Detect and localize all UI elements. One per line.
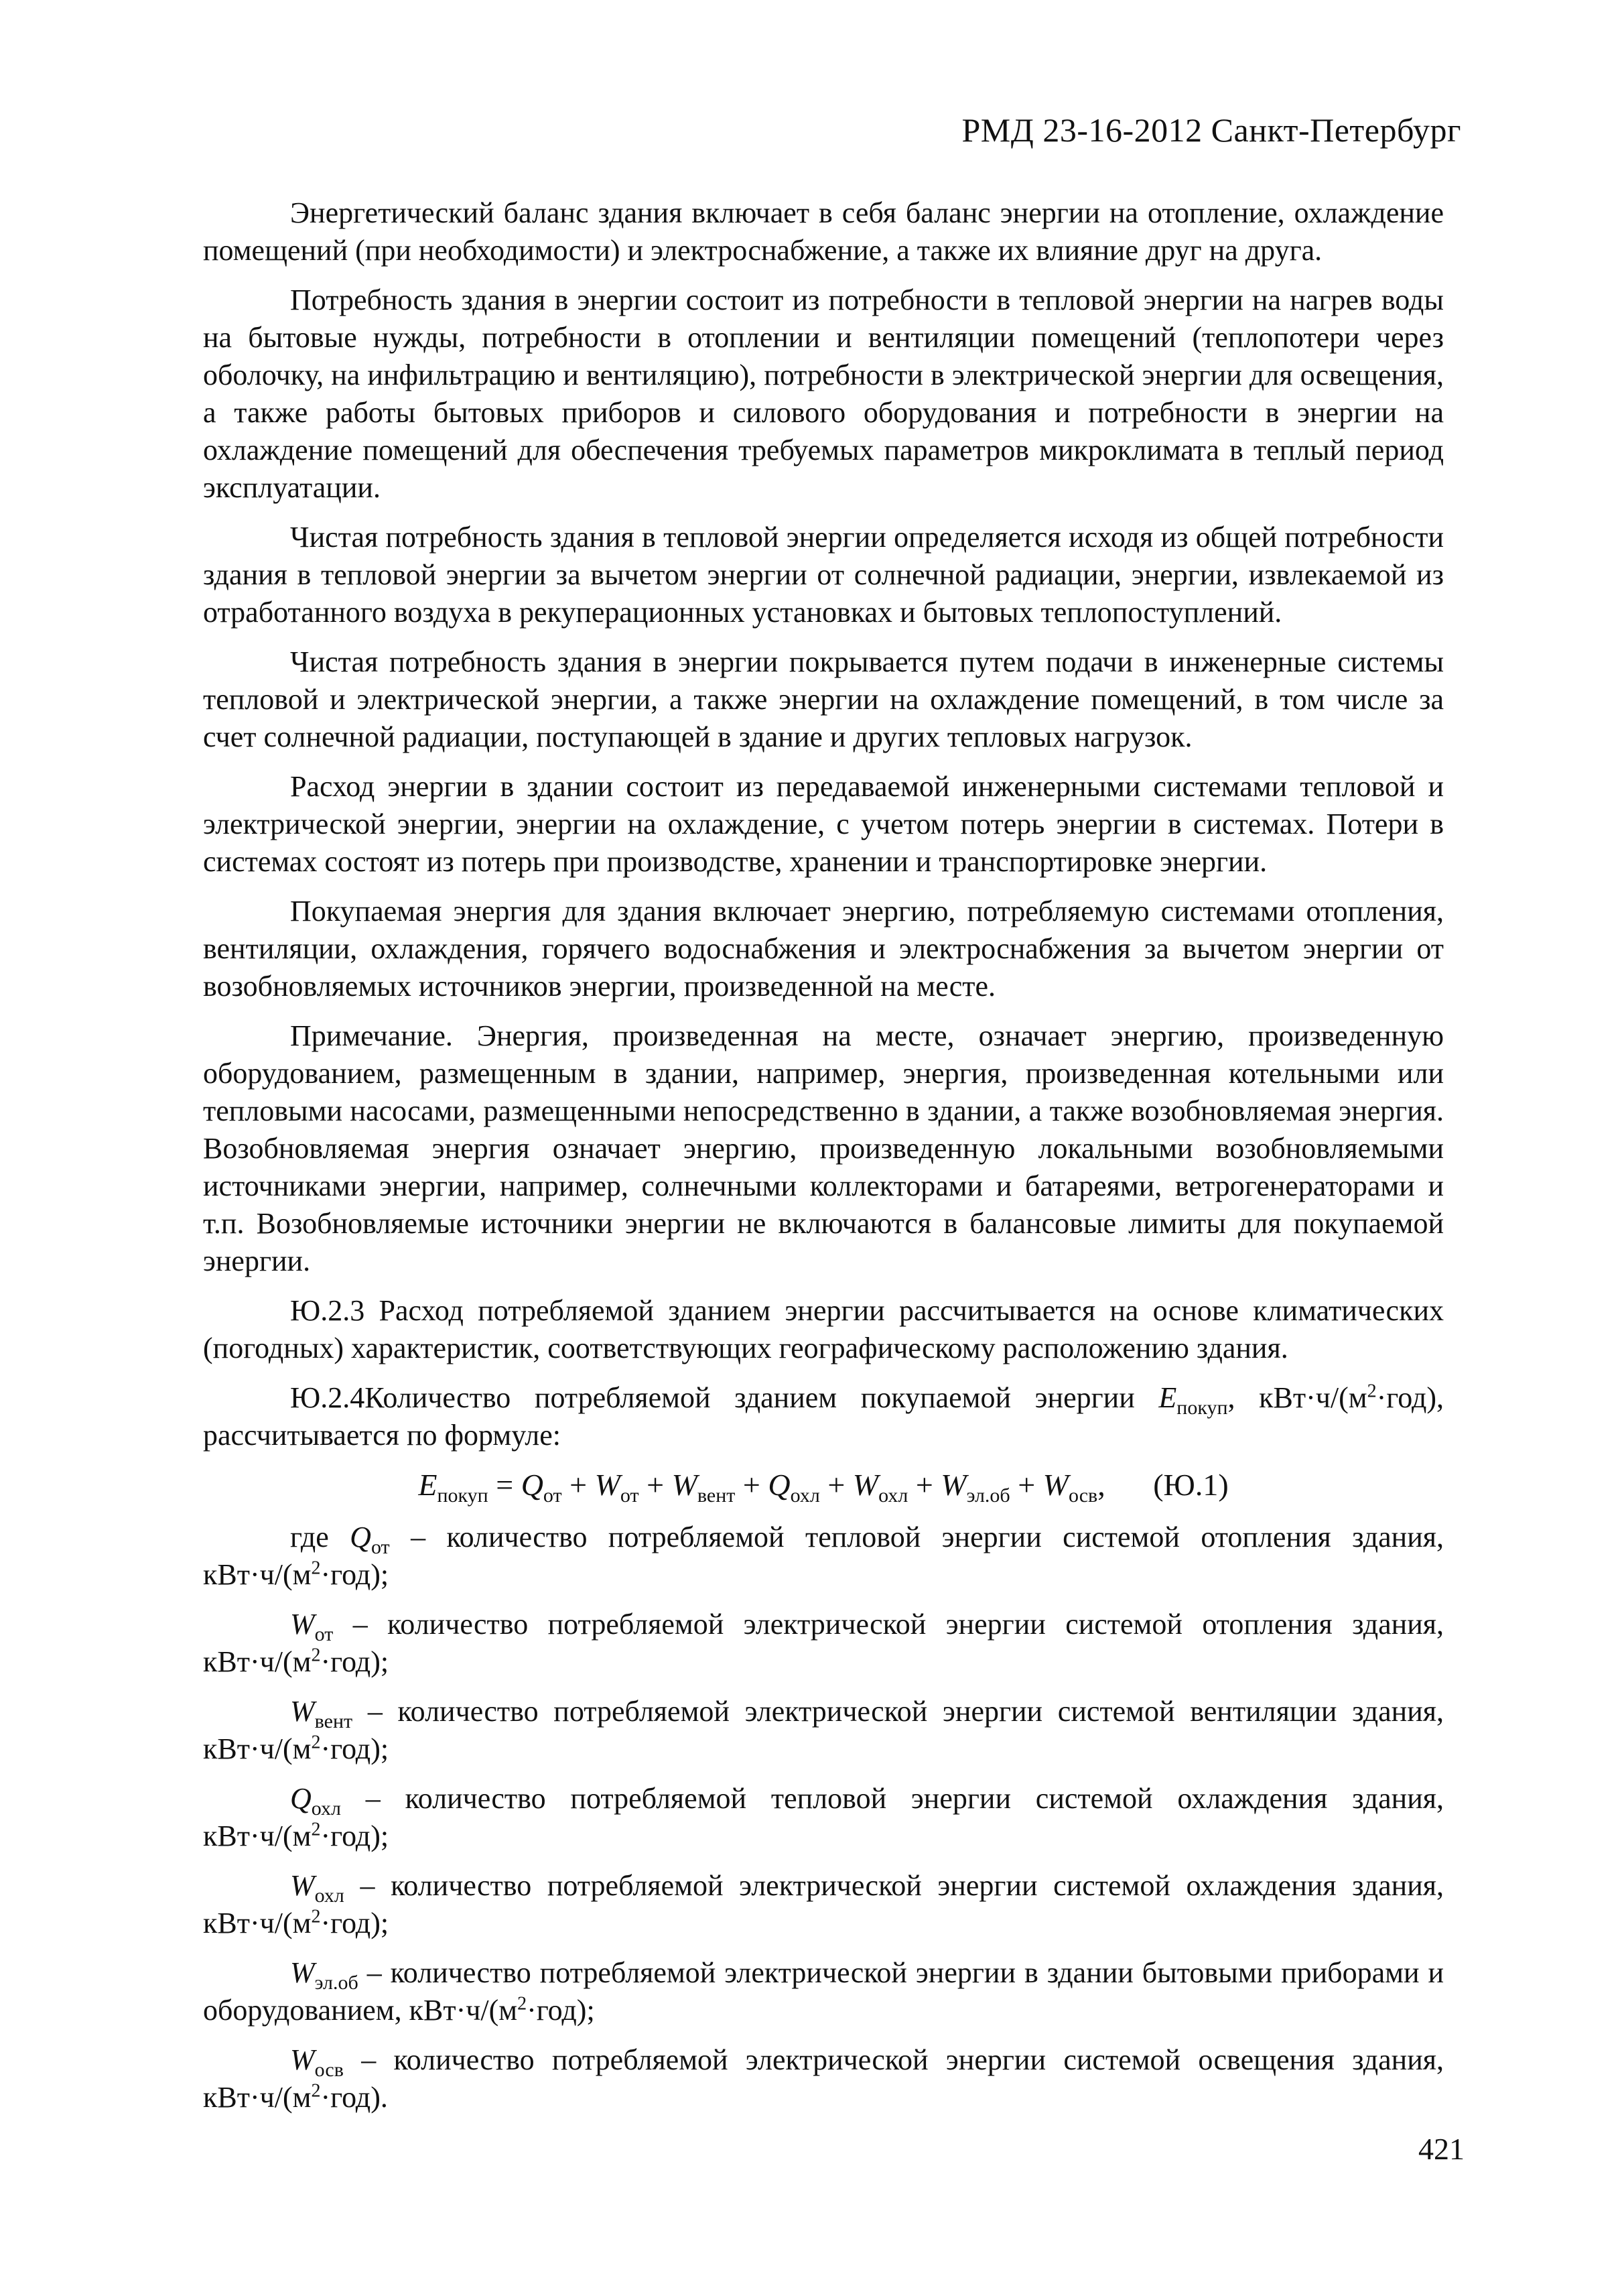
definition-symbol: W <box>290 1608 315 1641</box>
definition-symbol: W <box>290 1956 315 1989</box>
formula-subscript: охл <box>878 1484 908 1507</box>
formula-subscript: охл <box>790 1484 820 1507</box>
definition-item <box>203 2041 1444 2116</box>
definition-lead: где <box>290 1521 350 1553</box>
definition-symbol: Q <box>350 1521 371 1553</box>
unit-text: ·год), рассчитывается по формуле: <box>203 1381 1444 1452</box>
formula-symbol: Q <box>521 1468 543 1502</box>
superscript: 2 <box>1367 1381 1377 1402</box>
definition-text: – количество потребляемой электрической энергии системой охлаждения здания, кВт·ч/(м <box>203 1869 1444 1939</box>
definition-subscript: вент <box>314 1710 353 1732</box>
definition-subscript: от <box>314 1622 334 1645</box>
definition-item <box>203 1519 1444 1594</box>
paragraph: Потребность здания в энергии состоит из потребности в тепловой энергии на нагрев воды на бытовые нужды, потребности в отоплении и вентиляции помещений (теплопотери через оболочку, на инфильтрацию и вентиляцию), потребности в электрической энергии для освещения, а также работы бытовых приборов и силового оборудования и потребности в энергии на охлаждение помещений для обеспечения требуемых параметров микроклимата в теплый период эксплуатации. <box>203 283 1444 504</box>
definition-symbol: Q <box>290 1782 312 1815</box>
formula-symbol: W <box>1042 1468 1069 1502</box>
formula-subscript: эл.об <box>966 1484 1010 1507</box>
formula-intro-text: Ю.2.4Количество потребляемой зданием покупаемой энергии <box>290 1381 1159 1414</box>
formula-subscript: от <box>543 1484 562 1507</box>
definition-subscript: осв <box>314 2058 344 2081</box>
definition-tail: ·год); <box>320 1907 389 1939</box>
unit-text: , кВт·ч/(м <box>1227 1381 1367 1414</box>
formula-symbol: E <box>418 1468 437 1502</box>
paragraph: Чистая потребность здания в энергии покрывается путем подачи в инженерные системы тепловой и электрической энергии, а также энергии на охлаждение помещений, в том числе за счет солнечной радиации, поступающей в здание и других тепловых нагрузок. <box>203 645 1444 753</box>
note-paragraph: Примечание. Энергия, произведенная на месте, означает энергию, произведенную оборудованием, размещенным в здании, например, энергия, произведенная котельными или тепловыми насосами, размещенными непосредственно в здании, а также возобновляемая энергия. Возобновляемая энергия означает энергию, произведенную локальными возобновляемыми источниками энергии, например, солнечными коллекторами и батареями, ветрогенераторами и т.п. Возобновляемые источники энергии не включаются в балансовые лимиты для покупаемой энергии. <box>203 1019 1444 1277</box>
definition-tail: ·год); <box>320 1732 389 1765</box>
definition-item <box>203 1780 1444 1855</box>
formula-subscript: вент <box>697 1484 736 1507</box>
clause-paragraph: Ю.2.3 Расход потребляемой зданием энергии рассчитывается на основе климатических (погодных) характеристик, соответствующих географическому расположению здания. <box>203 1294 1444 1364</box>
definition-superscript: 2 <box>311 1732 321 1753</box>
definition-tail: ·год); <box>320 1645 389 1678</box>
definition-symbol: W <box>290 1695 315 1728</box>
definition-tail: ·год); <box>320 1820 389 1852</box>
formula: $E_{покуп} = Q_{от} + W_{от} + W_{вент} + Q_{охл} + W_{охл} + W_{эл.об} + W_{осв}$, (Ю.1) <box>418 1468 1229 1507</box>
page-number: 421 <box>1418 2132 1465 2166</box>
subscript: покуп <box>1176 1396 1228 1419</box>
formula-intro-paragraph <box>203 1379 1444 1454</box>
definition-tail: ·год). <box>320 2081 388 2114</box>
definition-tail: ·год); <box>527 1994 595 2027</box>
definition-symbol: W <box>290 1869 315 1902</box>
formula-number: (Ю.1) <box>1153 1468 1229 1502</box>
definition-subscript: охл <box>314 1884 344 1907</box>
definition-text: – количество потребляемой электрической энергии системой отопления здания, кВт·ч/(м <box>203 1608 1444 1678</box>
definition-superscript: 2 <box>311 1645 321 1666</box>
definition-subscript: охл <box>311 1797 342 1820</box>
definition-superscript: 2 <box>311 1819 321 1840</box>
paragraph: Покупаемая энергия для здания включает энергию, потребляемую системами отопления, вентиляции, охлаждения, горячего водоснабжения и электроснабжения за вычетом энергии от возобновляемых источников энергии, произведенной на месте. <box>203 895 1444 1003</box>
definition-text: – количество потребляемой тепловой энергии системой охлаждения здания, кВт·ч/(м <box>203 1782 1444 1852</box>
document-header: РМД 23-16-2012 Санкт-Петербург <box>961 111 1461 149</box>
definition-item <box>203 1606 1444 1681</box>
definition-text: – количество потребляемой электрической энергии в здании бытовыми приборами и оборудованием, кВт·ч/(м <box>203 1956 1444 2027</box>
paragraph: Чистая потребность здания в тепловой энергии определяется исходя из общей потребности здания в тепловой энергии за вычетом энергии от солнечной радиации, энергии, извлекаемой из отработанного воздуха в рекуперационных установках и бытовых теплопоступлений. <box>203 521 1444 629</box>
paragraph: Расход энергии в здании состоит из передаваемой инженерными системами тепловой и электрической энергии, энергии на охлаждение, с учетом потерь энергии в системах. Потери в системах состоят из потерь при производстве, хранении и транспортировке энергии. <box>203 770 1444 878</box>
definition-item <box>203 1693 1444 1768</box>
document-body <box>203 194 1444 2128</box>
formula-subscript: покуп <box>437 1484 488 1507</box>
definition-symbol: W <box>290 2043 315 2076</box>
definition-text: – количество потребляемой тепловой энергии системой отопления здания, кВт·ч/(м <box>203 1521 1444 1591</box>
definition-superscript: 2 <box>517 1993 527 2015</box>
definition-subscript: эл.об <box>314 1971 358 1994</box>
definition-superscript: 2 <box>311 2080 321 2102</box>
formula-symbol: W <box>594 1468 620 1502</box>
formula-symbol: W <box>941 1468 967 1502</box>
definition-text: – количество потребляемой электрической энергии системой вентиляции здания, кВт·ч/(м <box>203 1695 1444 1765</box>
symbol: E <box>1158 1381 1177 1414</box>
definition-item <box>203 1867 1444 1942</box>
formula-subscript: осв <box>1068 1484 1098 1507</box>
definition-superscript: 2 <box>311 1906 321 1927</box>
definition-subscript: от <box>370 1535 390 1558</box>
definition-superscript: 2 <box>311 1557 321 1579</box>
definition-tail: ·год); <box>320 1558 389 1591</box>
paragraph: Энергетический баланс здания включает в себя баланс энергии на отопление, охлаждение помещений (при необходимости) и электроснабжение, а также их влияние друг на друга. <box>203 196 1444 267</box>
formula-subscript: от <box>620 1484 639 1507</box>
definition-text: – количество потребляемой электрической энергии системой освещения здания, кВт·ч/(м <box>203 2043 1444 2114</box>
definition-item <box>203 1954 1444 2029</box>
formula-symbol: W <box>671 1468 697 1502</box>
formula-symbol: Q <box>768 1468 791 1502</box>
formula-symbol: W <box>852 1468 879 1502</box>
